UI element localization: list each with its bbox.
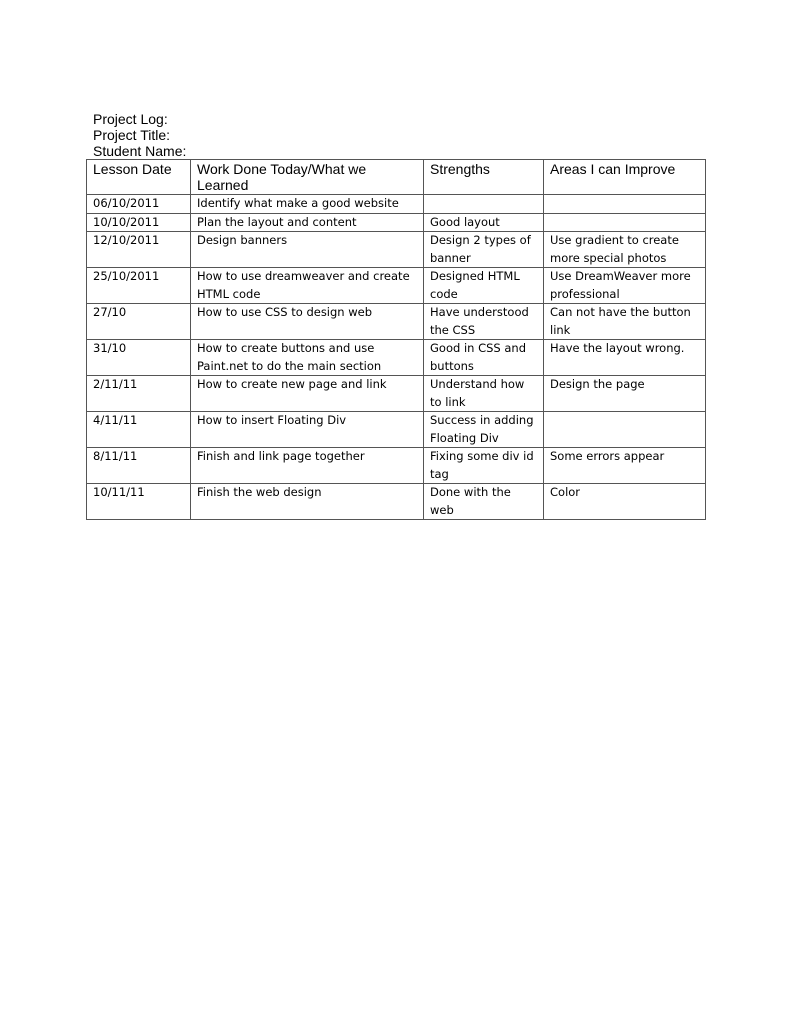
column-header-areas-to-improve: Areas I can Improve: [544, 160, 706, 195]
table-header-row: [87, 160, 706, 195]
improve-cell: Use DreamWeaver more professional: [544, 268, 706, 304]
student-name-label: Student Name:: [93, 143, 187, 159]
lesson-date-cell: 12/10/2011: [87, 232, 191, 268]
improve-cell: Some errors appear: [544, 448, 706, 484]
table-row: [87, 195, 706, 214]
work-done-cell: Identify what make a good website: [191, 195, 424, 214]
project-log-label: Project Log:: [93, 111, 168, 127]
lesson-date-cell: 31/10: [87, 340, 191, 376]
lesson-date-cell: 8/11/11: [87, 448, 191, 484]
lesson-date-cell: 2/11/11: [87, 376, 191, 412]
strengths-cell: Design 2 types of banner: [424, 232, 544, 268]
table-row: [87, 412, 706, 448]
work-done-cell: How to use CSS to design web: [191, 304, 424, 340]
table-row: [87, 268, 706, 304]
work-done-cell: How to use dreamweaver and create HTML code: [191, 268, 424, 304]
strengths-cell: Fixing some div id tag: [424, 448, 544, 484]
table-row: [87, 484, 706, 520]
improve-cell: Use gradient to create more special photos: [544, 232, 706, 268]
improve-cell: Design the page: [544, 376, 706, 412]
work-done-cell: Design banners: [191, 232, 424, 268]
table-row: [87, 340, 706, 376]
strengths-cell: Understand how to link: [424, 376, 544, 412]
work-done-cell: Finish the web design: [191, 484, 424, 520]
strengths-cell: Success in adding Floating Div: [424, 412, 544, 448]
lesson-date-cell: 4/11/11: [87, 412, 191, 448]
lesson-date-cell: 10/11/11: [87, 484, 191, 520]
improve-cell: Have the layout wrong.: [544, 340, 706, 376]
improve-cell: [544, 412, 706, 448]
column-header-work-done: Work Done Today/What we Learned: [191, 160, 424, 195]
column-header-lesson-date: Lesson Date: [87, 160, 191, 195]
table-row: [87, 232, 706, 268]
strengths-cell: Good layout: [424, 213, 544, 232]
lesson-date-cell: 25/10/2011: [87, 268, 191, 304]
project-log-table: [86, 159, 706, 520]
strengths-cell: [424, 195, 544, 214]
strengths-cell: Have understood the CSS: [424, 304, 544, 340]
work-done-cell: How to create buttons and use Paint.net to do the main section: [191, 340, 424, 376]
lesson-date-cell: 06/10/2011: [87, 195, 191, 214]
improve-cell: [544, 213, 706, 232]
table-body: [87, 195, 706, 520]
table-row: [87, 448, 706, 484]
lesson-date-cell: 27/10: [87, 304, 191, 340]
table-row: [87, 213, 706, 232]
work-done-cell: How to create new page and link: [191, 376, 424, 412]
project-title-label: Project Title:: [93, 127, 171, 143]
table-row: [87, 376, 706, 412]
document-header: [93, 111, 186, 159]
work-done-cell: Plan the layout and content: [191, 213, 424, 232]
strengths-cell: Designed HTML code: [424, 268, 544, 304]
column-header-strengths: Strengths: [424, 160, 544, 195]
strengths-cell: Good in CSS and buttons: [424, 340, 544, 376]
work-done-cell: Finish and link page together: [191, 448, 424, 484]
table-row: [87, 304, 706, 340]
lesson-date-cell: 10/10/2011: [87, 213, 191, 232]
improve-cell: Can not have the button link: [544, 304, 706, 340]
improve-cell: Color: [544, 484, 706, 520]
improve-cell: [544, 195, 706, 214]
strengths-cell: Done with the web: [424, 484, 544, 520]
work-done-cell: How to insert Floating Div: [191, 412, 424, 448]
